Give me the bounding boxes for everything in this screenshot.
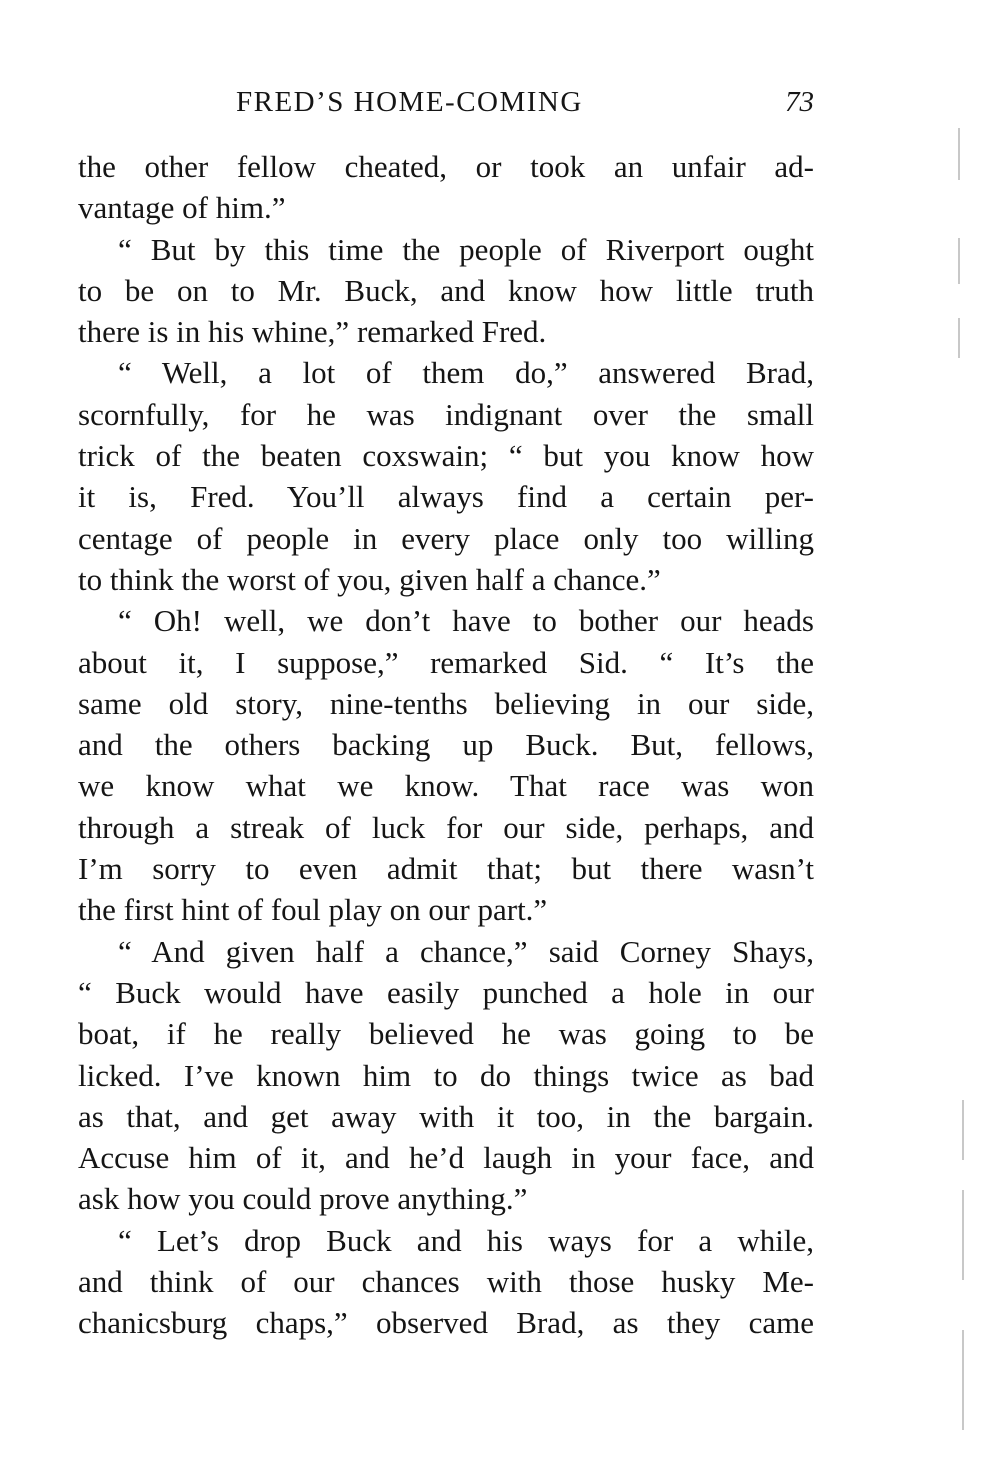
text-line: about it, I suppose,” remarked Sid. “ It’s the: [78, 644, 814, 680]
scan-artifact: [962, 1100, 964, 1160]
text-line: vantage of him.”: [78, 190, 286, 226]
text-line: chanicsburg chaps,” observed Brad, as they came: [78, 1305, 814, 1341]
text-line: scornfully, for he was indignant over the small: [78, 396, 814, 432]
text-line: we know what we know. That race was won: [78, 768, 814, 804]
text-line: to think the worst of you, given half a chance.”: [78, 561, 661, 597]
text-line: licked. I’ve known him to do things twice as bad: [78, 1057, 814, 1093]
scan-artifact: [958, 238, 960, 284]
text-line: the first hint of foul play on our part.”: [78, 892, 548, 928]
page-number: 73: [785, 86, 814, 118]
scan-artifact: [958, 318, 960, 358]
running-head: [78, 82, 814, 122]
text-line: there is in his whine,” remarked Fred.: [78, 314, 547, 350]
text-line: I’m sorry to even admit that; but there wasn’t: [78, 851, 814, 887]
text-line: it is, Fred. You’ll always find a certain per-: [78, 479, 814, 515]
text-line: and the others backing up Buck. But, fellows,: [78, 727, 814, 763]
text-line: to be on to Mr. Buck, and know how little truth: [78, 272, 814, 308]
text-line: ask how you could prove anything.”: [78, 1181, 528, 1217]
text-line: same old story, nine-tenths believing in our side,: [78, 685, 814, 721]
text-line: “ Well, a lot of them do,” answered Brad,: [118, 355, 814, 391]
text-line: centage of people in every place only too willing: [78, 520, 814, 556]
text-line: through a streak of luck for our side, perhaps, and: [78, 809, 814, 845]
text-line: trick of the beaten coxswain; “ but you know how: [78, 438, 814, 474]
text-line: as that, and get away with it too, in the bargain.: [78, 1098, 814, 1134]
text-line: and think of our chances with those husky Me-: [78, 1264, 814, 1300]
text-line: Accuse him of it, and he’d laugh in your face, and: [78, 1140, 814, 1176]
text-line: “ But by this time the people of Riverport ought: [118, 231, 814, 267]
text-line: boat, if he really believed he was going to be: [78, 1016, 814, 1052]
scan-artifact: [962, 1190, 964, 1280]
scan-artifact: [962, 1330, 964, 1430]
text-line: “ Oh! well, we don’t have to bother our heads: [118, 603, 814, 639]
scan-artifact: [958, 128, 960, 180]
text-line: “ Let’s drop Buck and his ways for a while,: [118, 1222, 814, 1258]
text-line: the other fellow cheated, or took an unfair ad-: [78, 149, 814, 184]
text-line: “ Buck would have easily punched a hole in our: [78, 974, 814, 1010]
body-text: [78, 146, 814, 1344]
text-line: “ And given half a chance,” said Corney Shays,: [118, 933, 814, 969]
running-title: FRED’S HOME-COMING: [236, 86, 583, 118]
